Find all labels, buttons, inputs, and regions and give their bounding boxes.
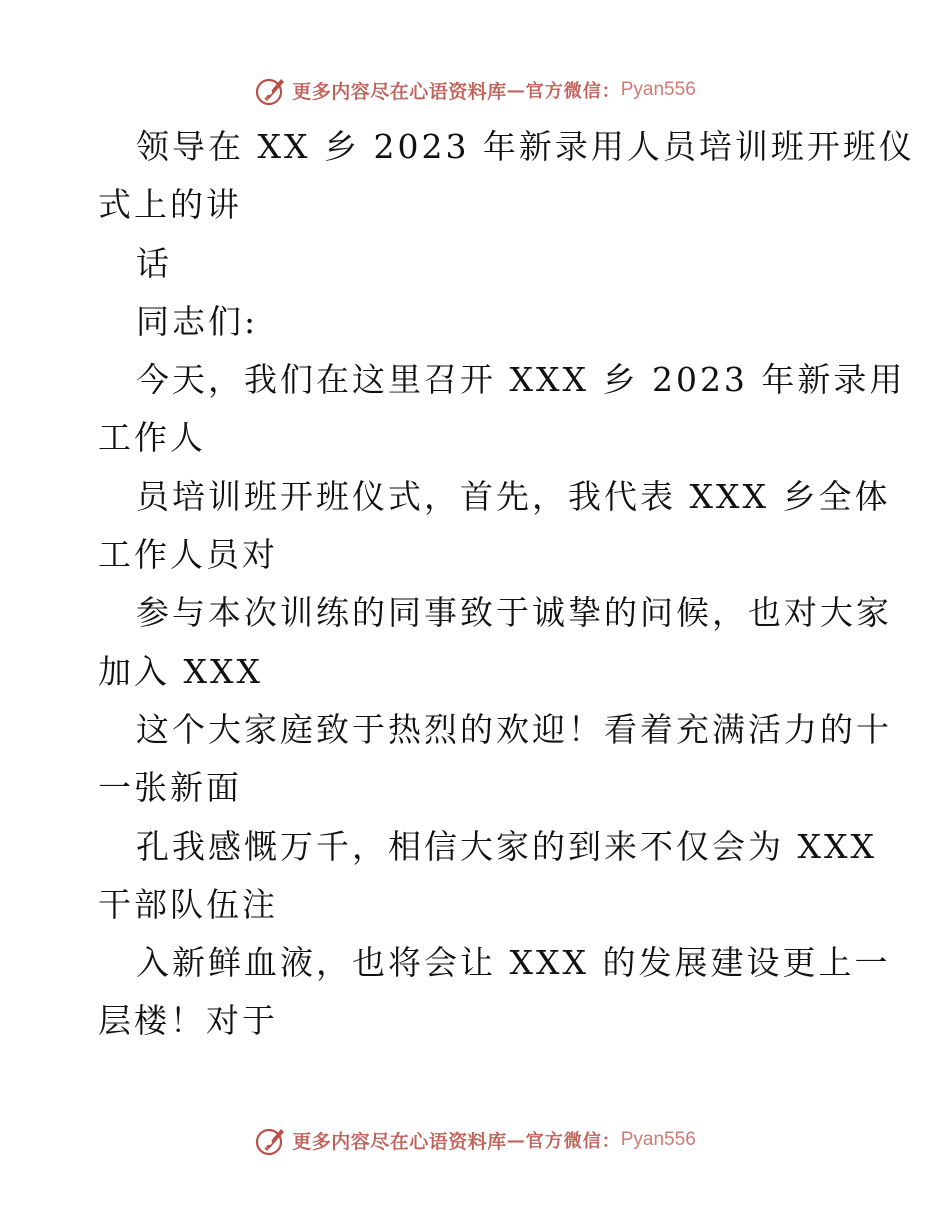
text-line: 今天，我们在这里召开 XXX 乡 2023 年新录用 (136, 360, 906, 400)
header-banner (0, 70, 950, 110)
text-line: 员培训班开班仪式，首先，我代表 XXX 乡全体 (136, 476, 891, 516)
text-line: 入新鲜血液，也将会让 XXX 的发展建设更上一 (136, 943, 891, 983)
text-line: 领导在 XX 乡 2023 年新录用人员培训班开班仪 (136, 127, 915, 166)
text-line: 工作人员对 (98, 535, 278, 575)
text-line: 工作人 (98, 418, 206, 458)
document-body (98, 118, 915, 1051)
text-line: 加入 XXX (98, 651, 263, 691)
quill-logo-icon (254, 1123, 288, 1157)
text-line: 这个大家庭致于热烈的欢迎！看着充满活力的十 (136, 709, 892, 749)
banner-brand-text: 更多内容尽在心语资料库 (292, 80, 507, 103)
banner-wechat-label: 官方微信： (525, 81, 621, 102)
text-line: 层楼！对于 (98, 1001, 278, 1041)
text-line: 孔我感慨万千，相信大家的到来不仅会为 XXX (136, 826, 877, 866)
banner-wechat-id: Pyan556 (620, 1129, 696, 1150)
text-line: 话 (136, 243, 172, 283)
text-line: 式上的讲 (98, 185, 242, 225)
footer-banner (0, 1120, 950, 1160)
banner-wechat-label: 官方微信： (525, 1131, 621, 1152)
banner-brand-text: 更多内容尽在心语资料库 (292, 1130, 507, 1153)
text-line: 一张新面 (98, 768, 242, 808)
banner-dash: — (506, 79, 526, 101)
text-line: 同志们: (136, 301, 259, 341)
text-line: 参与本次训练的同事致于诚挚的问候，也对大家 (136, 593, 892, 633)
text-line: 干部队伍注 (98, 884, 278, 924)
banner-wechat-id: Pyan556 (620, 79, 696, 100)
quill-logo-icon (254, 73, 288, 107)
banner-dash: — (506, 1129, 526, 1151)
